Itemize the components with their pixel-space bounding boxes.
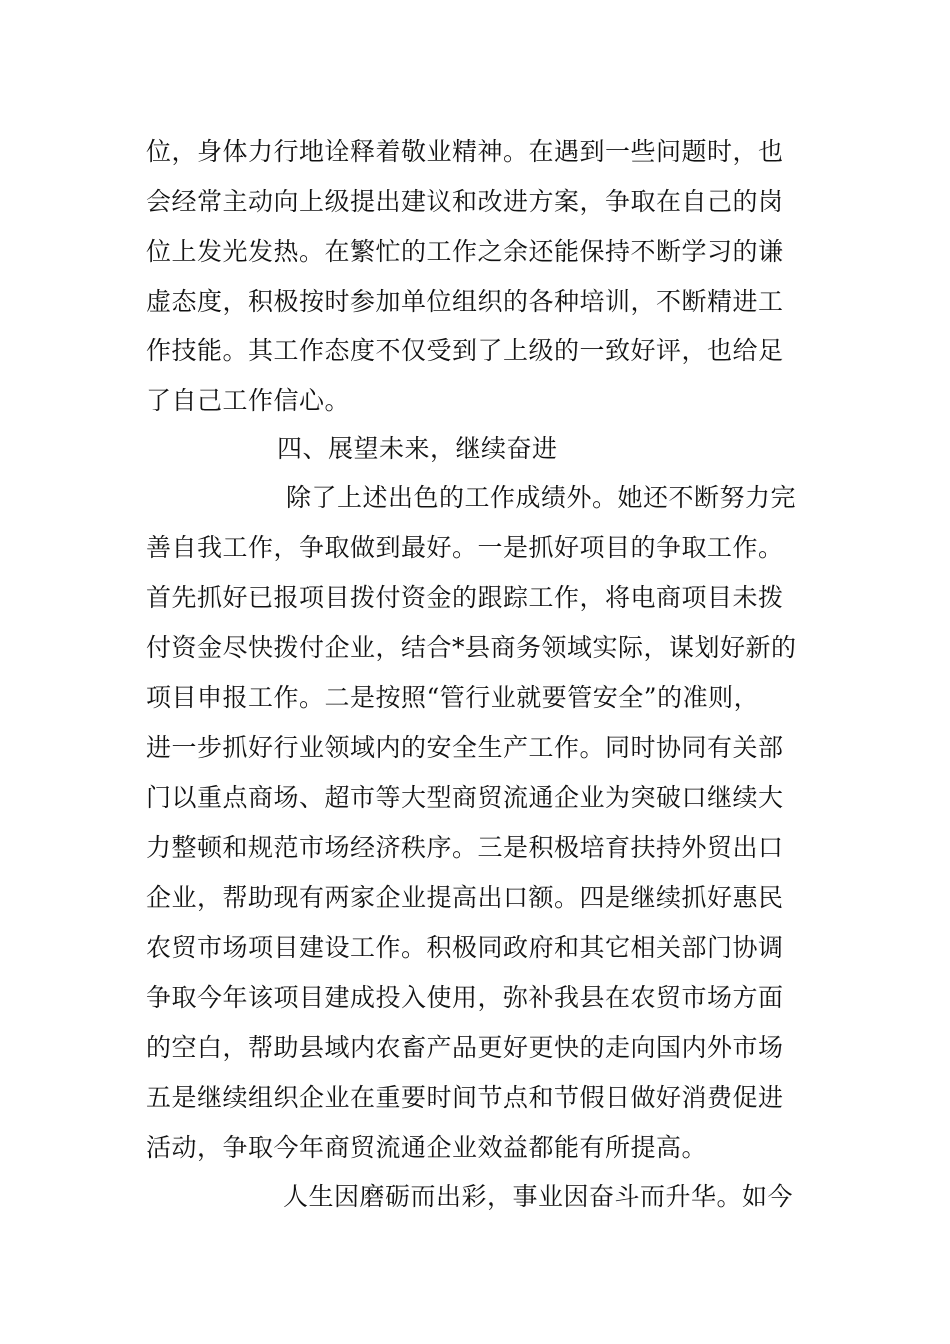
- paragraph-2-line-12: 的空白，帮助县域内农畜产品更好更快的走向国内外市场: [146, 1033, 784, 1062]
- paragraph-3-line-1: 人生因磨砺而出彩，事业因奋斗而升华。如今: [283, 1182, 794, 1211]
- paragraph-1-line-3: 位上发光发热。在繁忙的工作之余还能保持不断学习的谦: [146, 237, 784, 266]
- paragraph-2-line-3: 首先抓好已报项目拨付资金的跟踪工作，将电商项目未拨: [146, 583, 784, 612]
- paragraph-2-line-7: 门以重点商场、超市等大型商贸流通企业为突破口继续大: [146, 783, 784, 812]
- paragraph-2-line-6: 进一步抓好行业领域内的安全生产工作。同时协同有关部: [146, 733, 784, 762]
- paragraph-2-line-1: 除了上述出色的工作成绩外。她还不断努力完: [286, 483, 797, 512]
- paragraph-2-line-8: 力整顿和规范市场经济秩序。三是积极培育扶持外贸出口: [146, 833, 784, 862]
- paragraph-2-line-14: 活动，争取今年商贸流通企业效益都能有所提高。: [146, 1133, 708, 1162]
- paragraph-2-line-4: 付资金尽快拨付企业，结合*县商务领域实际，谋划好新的: [146, 633, 797, 662]
- paragraph-2-line-10: 农贸市场项目建设工作。积极同政府和其它相关部门协调: [146, 933, 784, 962]
- paragraph-1-line-6: 了自己工作信心。: [146, 386, 351, 415]
- paragraph-2-line-5: 项目申报工作。二是按照“管行业就要管安全”的准则，: [146, 683, 760, 712]
- paragraph-2-line-2: 善自我工作，争取做到最好。一是抓好项目的争取工作。: [146, 533, 784, 562]
- paragraph-2-line-9: 企业，帮助现有两家企业提高出口额。四是继续抓好惠民: [146, 883, 784, 912]
- paragraph-1-line-2: 会经常主动向上级提出建议和改进方案，争取在自己的岗: [146, 187, 784, 216]
- paragraph-1-line-1: 位，身体力行地诠释着敬业精神。在遇到一些问题时，也: [146, 137, 784, 166]
- paragraph-1-line-4: 虚态度，积极按时参加单位组织的各种培训，不断精进工: [146, 287, 784, 316]
- paragraph-1-line-5: 作技能。其工作态度不仅受到了上级的一致好评，也给足: [146, 336, 784, 365]
- paragraph-2-line-11: 争取今年该项目建成投入使用，弥补我县在农贸市场方面: [146, 983, 784, 1012]
- paragraph-2-line-13: 五是继续组织企业在重要时间节点和节假日做好消费促进: [146, 1083, 784, 1112]
- section-heading: 四、展望未来，继续奋进: [277, 434, 558, 463]
